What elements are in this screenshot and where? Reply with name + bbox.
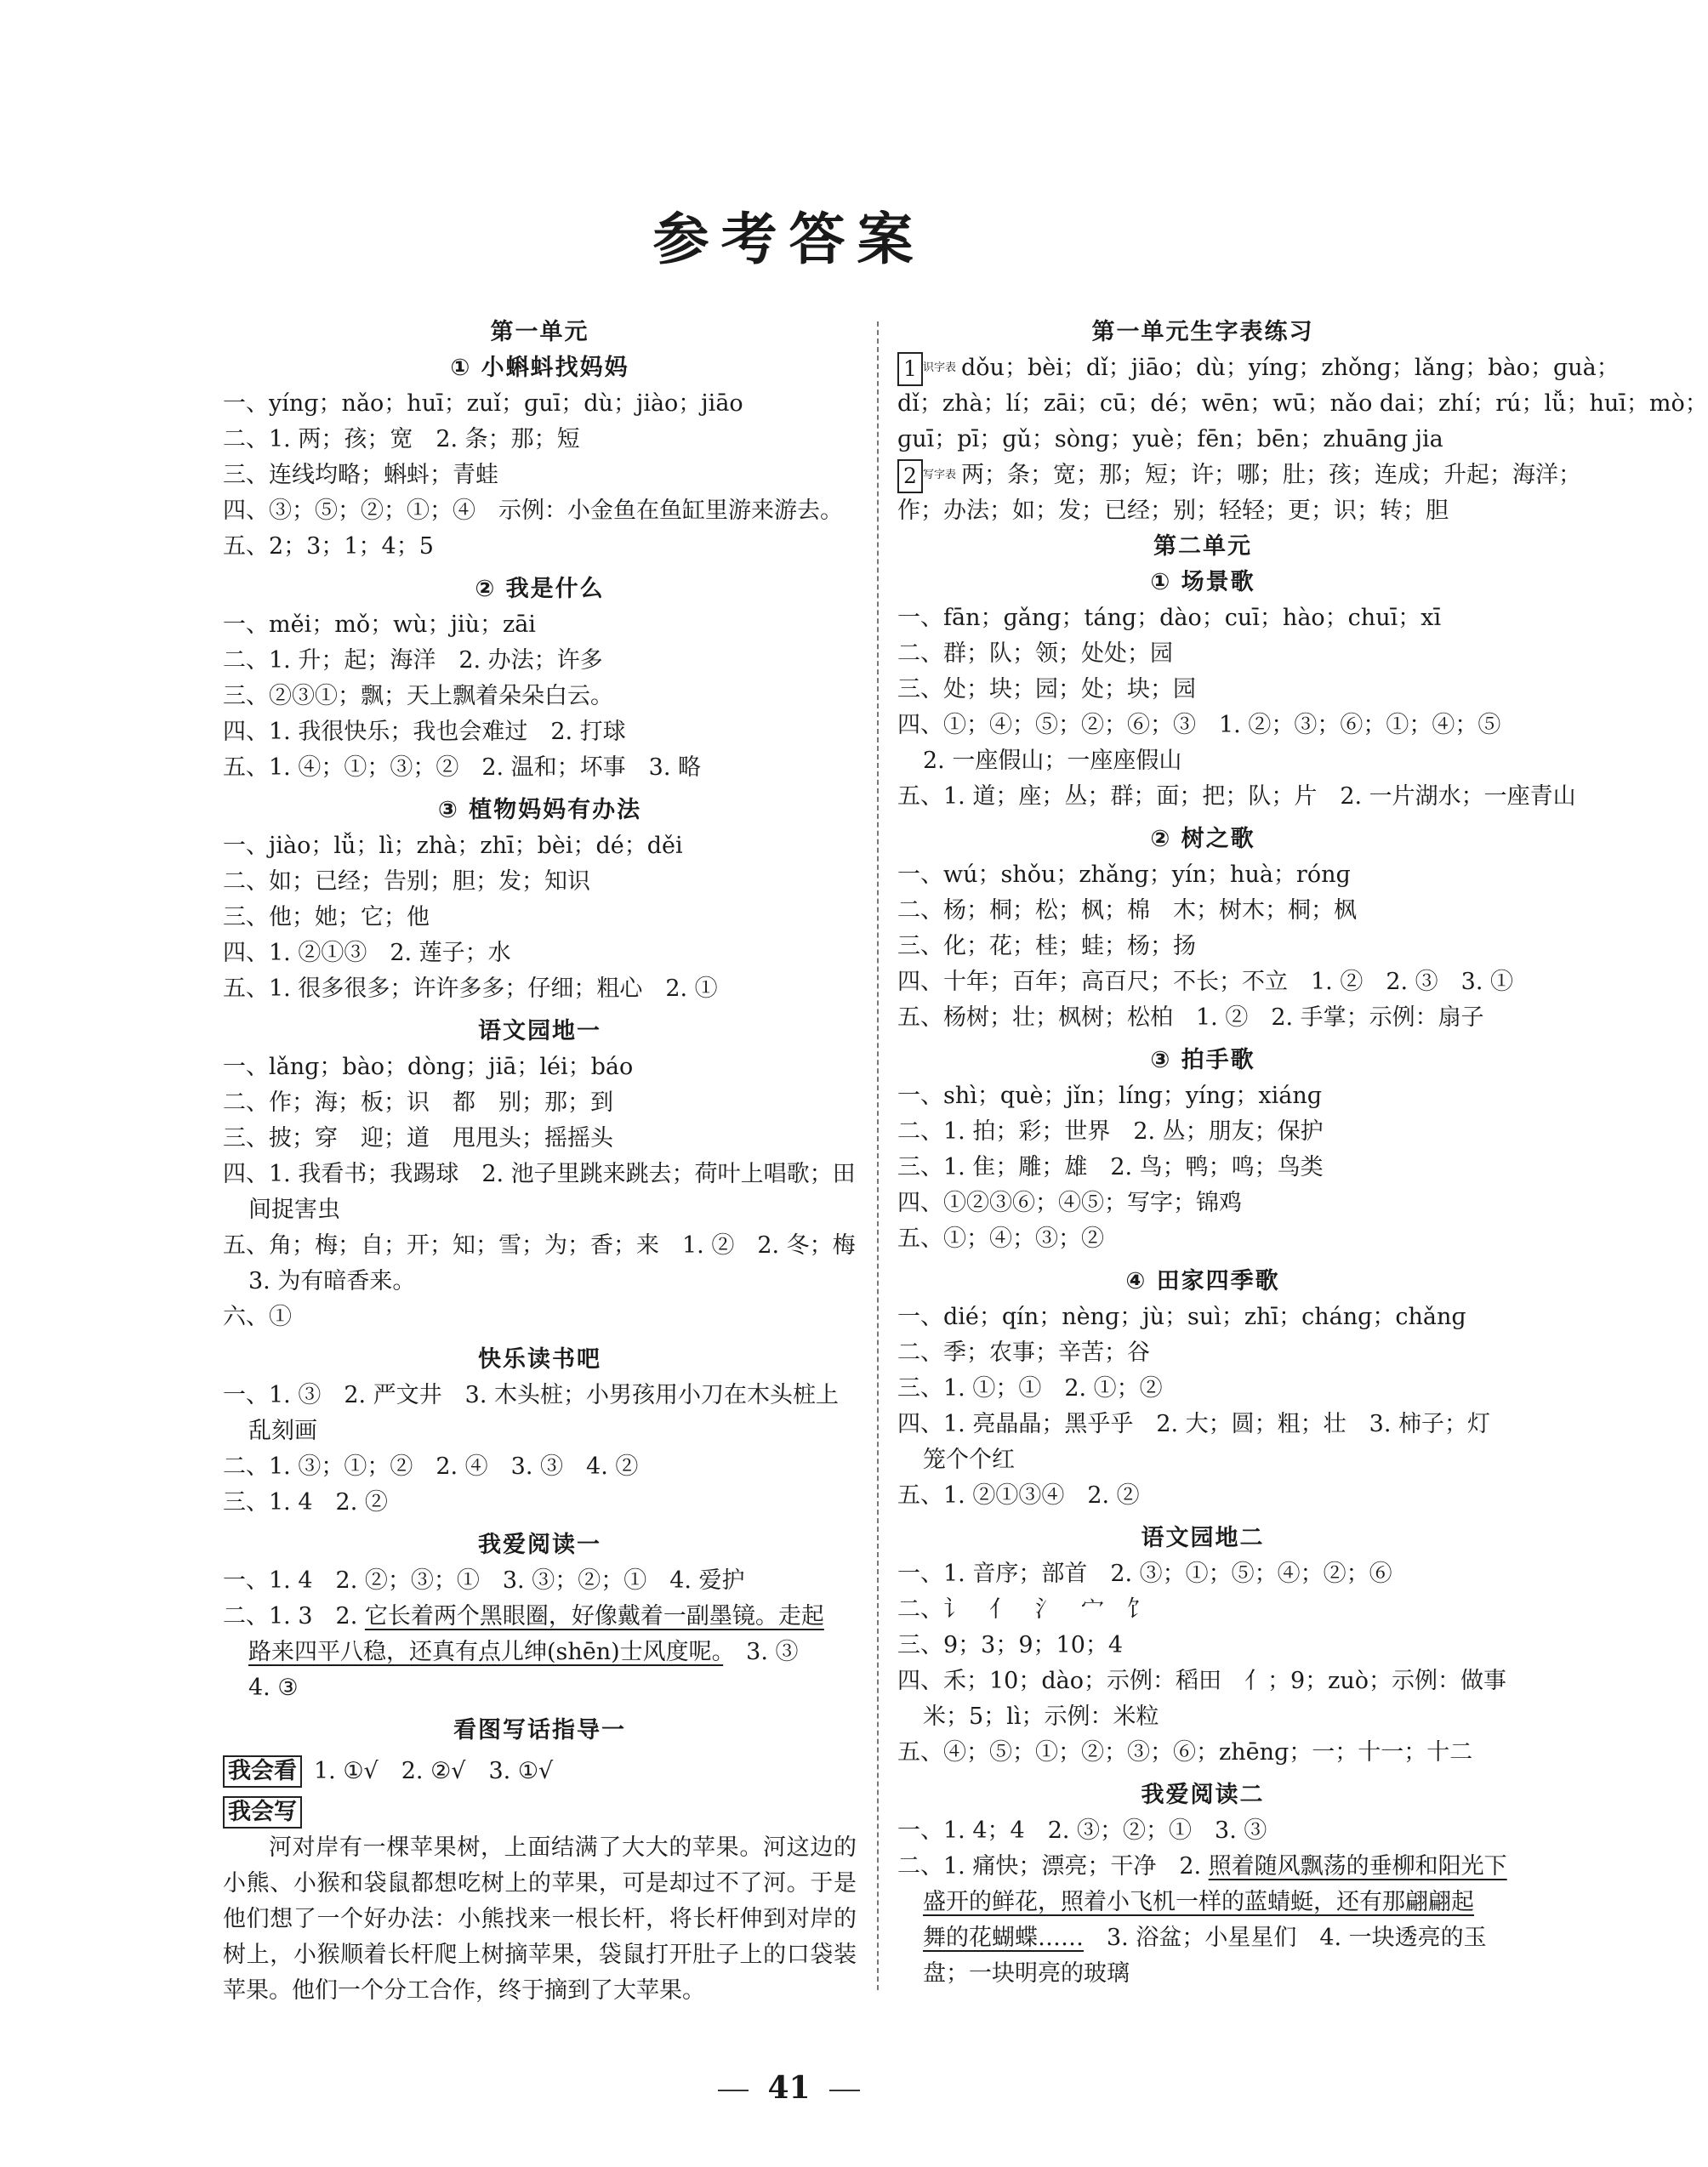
boxed-label: 我会看 (223, 1755, 302, 1788)
answer-line: 三、9；3；9；10；4 (897, 1632, 1124, 1658)
unit-heading: 第一单元 (490, 319, 589, 345)
box-label: 识字表 (923, 361, 957, 374)
answer-line: 米；5；lì；示例：米粒 (923, 1703, 1159, 1730)
boxed-label: 我会写 (223, 1796, 302, 1829)
underlined-answer: 盛开的鲜花，照着小飞机一样的蓝蜻蜓，还有那翩翩起 (923, 1889, 1474, 1915)
answer-line: 一、lǎnɡ；bào；dònɡ；jiā；léi；báo (223, 1054, 634, 1080)
page-number: 41 (0, 2070, 1578, 2106)
answer-line: 二、1. 升；起；海洋 2. 办法；许多 (223, 647, 603, 674)
answer-line: 盘；一块明亮的玻璃 (923, 1960, 1130, 1987)
unit-heading: 第二单元 (1153, 533, 1252, 560)
answer-line: 四、1. ②①③ 2. 莲子；水 (223, 940, 511, 966)
answer-line: 五、角；梅；自；开；知；雪；为；香；来 1. ② 2. 冬；梅 3. 为有暗香来。 (223, 1232, 879, 1294)
answer-line: 一、1. 4 2. ②；③；① 3. ③；②；① 4. 爱护 (223, 1567, 745, 1594)
section-title: 我爱阅读二 (1141, 1782, 1265, 1808)
answer-line: 五、④；⑤；①；②；③；⑥；zhēnɡ；一；十一；十二 (897, 1739, 1473, 1766)
answer-line: 二、杨；桐；松；枫；棉 木；树木；桐；枫 (897, 897, 1357, 924)
section-title: 语文园地一 (478, 1018, 601, 1044)
answer-line: 三、化；花；桂；蛙；杨；扬 (897, 933, 1196, 959)
answer-line: 一、jiào；lǚ；lì；zhà；zhī；bèi；dé；děi (223, 833, 683, 859)
answer-line: 路来四平八稳，还真有点儿绅(shēn)士风度呢。 3. ③ (248, 1639, 799, 1665)
answer-line: 一、yínɡ；nǎo；huī；zuǐ；ɡuī；dù；jiào；jiāo (223, 390, 743, 417)
answer-line: 我会看 1. ①√ 2. ②√ 3. ①√ (223, 1754, 857, 1789)
answer-line: 二、1. 痛快；漂亮；干净 2. 照着随风飘荡的垂柳和阳光下 (897, 1853, 1507, 1880)
section-title: 语文园地二 (1141, 1525, 1265, 1551)
section-title: ③ 植物妈妈有办法 (437, 797, 642, 823)
section-title: ① 小蝌蚪找妈妈 (450, 355, 629, 381)
answer-line: 六、① (223, 1304, 292, 1330)
section-title: 第一单元生字表练习 (1091, 319, 1314, 345)
page-title: 参考答案 (652, 207, 925, 272)
answer-line: 五、①；④；③；② (897, 1226, 1104, 1252)
answer-line: 三、1. 4 2. ② (223, 1489, 388, 1516)
left-column (223, 315, 879, 2009)
answer-line: 二、作；海；板；识 都 别；那；到 (223, 1089, 613, 1116)
answer-line: 三、1. ①；① 2. ①；② (897, 1375, 1163, 1402)
answer-line: 二、1. 两；孩；宽 2. 条；那；短 (223, 426, 580, 452)
answer-line: 二、如；已经；告别；胆；发；知识 (223, 868, 590, 895)
section-title: ② 树之歌 (1150, 826, 1255, 852)
answer-line: 二、群；队；领；处处；园 (897, 640, 1173, 667)
answer-line: 四、①；④；⑤；②；⑥；③ 1. ②；③；⑥；①；④；⑤ 2. 一座假山；一座座假山 (897, 712, 1524, 774)
answer-line: 一、shì；què；jǐn；línɡ；yínɡ；xiánɡ (897, 1083, 1323, 1109)
answer-line: 一、wú；shǒu；zhǎnɡ；yín；huà；rónɡ (897, 862, 1351, 888)
answer-line: 四、①②③⑥；④⑤；写字；锦鸡 (897, 1190, 1242, 1216)
answer-line (897, 1885, 1508, 1920)
section-title: 看图写话指导一 (453, 1717, 626, 1743)
answer-line: 三、处；块；园；处；块；园 (897, 676, 1196, 702)
answer-line: 四、禾；10；dào；示例：稻田 亻；9；zuò；示例：做事 (897, 1668, 1507, 1694)
section-title: ④ 田家四季歌 (1125, 1268, 1280, 1294)
sample-paragraph: 河对岸有一棵苹果树，上面结满了大大的苹果。河这边的小熊、小猴和袋鼠都想吃树上的苹果，可是却过不了河。于是他们想了一个好办法：小熊找来一根长杆，将长杆伸到对岸的树上，小猴顺着长杆爬上树摘苹果，袋鼠打开肚子上的口袋装苹果。他们一个分工合作，终于摘到了大苹果。 (223, 1834, 857, 2004)
box-label: 写字表 (923, 469, 957, 481)
answer-line: 一、dié；qín；nènɡ；jù；suì；zhī；chánɡ；chǎnɡ (897, 1304, 1466, 1330)
answer-line: 舞的花蝴蝶…… 3. 浴盆；小星星们 4. 一块透亮的玉 (923, 1925, 1487, 1951)
underlined-answer: 路来四平八稳，还真有点儿绅(shēn)士风度呢。 (248, 1639, 724, 1665)
answer-line: 四、1. 我很快乐；我也会难过 2. 打球 (223, 719, 626, 745)
answer-line: 五、2；3；1；4；5 (223, 533, 434, 560)
answer-line: 四、十年；百年；高百尺；不长；不立 1. ② 2. ③ 3. ① (897, 969, 1514, 995)
right-column (897, 315, 1708, 1992)
answer-line: 三、②③①；飘；天上飘着朵朵白云。 (223, 683, 613, 709)
answer-line: 二、季；农事；辛苦；谷 (897, 1339, 1150, 1366)
answer-line: 1 识字表 dǒu；bèi；dǐ；jiāo；dù；yínɡ；zhǒnɡ；lǎnɡ；bào；ɡuà； (897, 350, 1508, 386)
number-box: 2 (897, 459, 923, 493)
answer-line: 三、连线均略；蝌蚪；青蛙 (223, 462, 498, 488)
answer-line: 四、1. 我看书；我踢球 2. 池子里跳来跳去；荷叶上唱歌；田间捉害虫 (223, 1161, 856, 1223)
answer-line: 五、1. 道；座；丛；群；面；把；队；片 2. 一片湖水；一座青山 (897, 783, 1576, 810)
section-title: 我爱阅读一 (478, 1532, 601, 1558)
answer-line: 五、杨树；壮；枫树；松柏 1. ② 2. 手掌；示例：扇子 (897, 1004, 1484, 1031)
answer-line: 一、měi；mǒ；wù；jiù；zāi (223, 611, 536, 638)
answer-line: 四、1. 亮晶晶；黑乎乎 2. 大；圆；粗；壮 3. 柿子；灯笼个个红 (897, 1411, 1491, 1473)
answer-line: 五、1. ④；①；③；② 2. 温和；坏事 3. 略 (223, 754, 702, 781)
answer-line: 五、1. ②①③④ 2. ② (897, 1482, 1140, 1509)
answer-line: dǐ；zhà；lí；zāi；cū；dé；wēn；wū；nǎo dai；zhí；rú；lǚ；huī；mò； (897, 390, 1708, 417)
answer-line (223, 1794, 857, 1830)
answer-line: 二、1. 3 2. 它长着两个黑眼圈，好像戴着一副墨镜。走起 (223, 1603, 824, 1630)
answer-line: 二、讠 亻 氵 宀 饣 (897, 1596, 1150, 1623)
answer-line: 一、1. 4；4 2. ③；②；① 3. ③ (897, 1817, 1267, 1844)
section-title: ③ 拍手歌 (1150, 1047, 1255, 1073)
answer-line: 一、1. 音序；部首 2. ③；①；⑤；④；②；⑥ (897, 1561, 1392, 1587)
column-divider (877, 321, 879, 1990)
section-title: ① 场景歌 (1150, 569, 1255, 595)
section-title: ② 我是什么 (475, 576, 605, 602)
answer-line: 三、他；她；它；他 (223, 904, 430, 930)
underlined-answer: 照着随风飘荡的垂柳和阳光下 (1208, 1853, 1507, 1880)
answer-line: 五、1. 很多很多；许许多多；仔细；粗心 2. ① (223, 975, 718, 1002)
answer-line: 三、1. 隹；雕；雄 2. 鸟；鸭；鸣；鸟类 (897, 1154, 1324, 1180)
answer-line: 作；办法；如；发；已经；别；轻轻；更；识；转；胆 (897, 498, 1449, 524)
answer-line: 4. ③ (248, 1675, 299, 1701)
section-title: 快乐读书吧 (478, 1346, 601, 1373)
answer-line: 三、披；穿 迎；道 甩甩头；摇摇头 (223, 1125, 613, 1152)
answer-line: 一、1. ③ 2. 严文井 3. 木头桩；小男孩用小刀在木头桩上乱刻画 (223, 1382, 840, 1444)
number-box: 1 (897, 352, 923, 386)
underlined-answer: 舞的花蝴蝶…… (923, 1925, 1084, 1951)
answer-line: 一、fān；ɡǎnɡ；tánɡ；dào；cuī；hào；chuī；xī (897, 605, 1442, 631)
answer-line: 2 写字表 两；条；宽；那；短；许；哪；肚；孩；连成；升起；海洋； (897, 458, 1508, 493)
answer-line: 二、1. 拍；彩；世界 2. 丛；朋友；保护 (897, 1118, 1324, 1145)
answer-line: 四、③；⑤；②；①；④ 示例：小金鱼在鱼缸里游来游去。 (223, 498, 843, 524)
answer-line: 二、1. ③；①；② 2. ④ 3. ③ 4. ② (223, 1453, 639, 1480)
answer-line: ɡuī；pī；ɡǔ；sònɡ；yuè；fēn；bēn；zhuānɡ jia (897, 426, 1443, 452)
underlined-answer: 它长着两个黑眼圈，好像戴着一副墨镜。走起 (364, 1603, 824, 1630)
